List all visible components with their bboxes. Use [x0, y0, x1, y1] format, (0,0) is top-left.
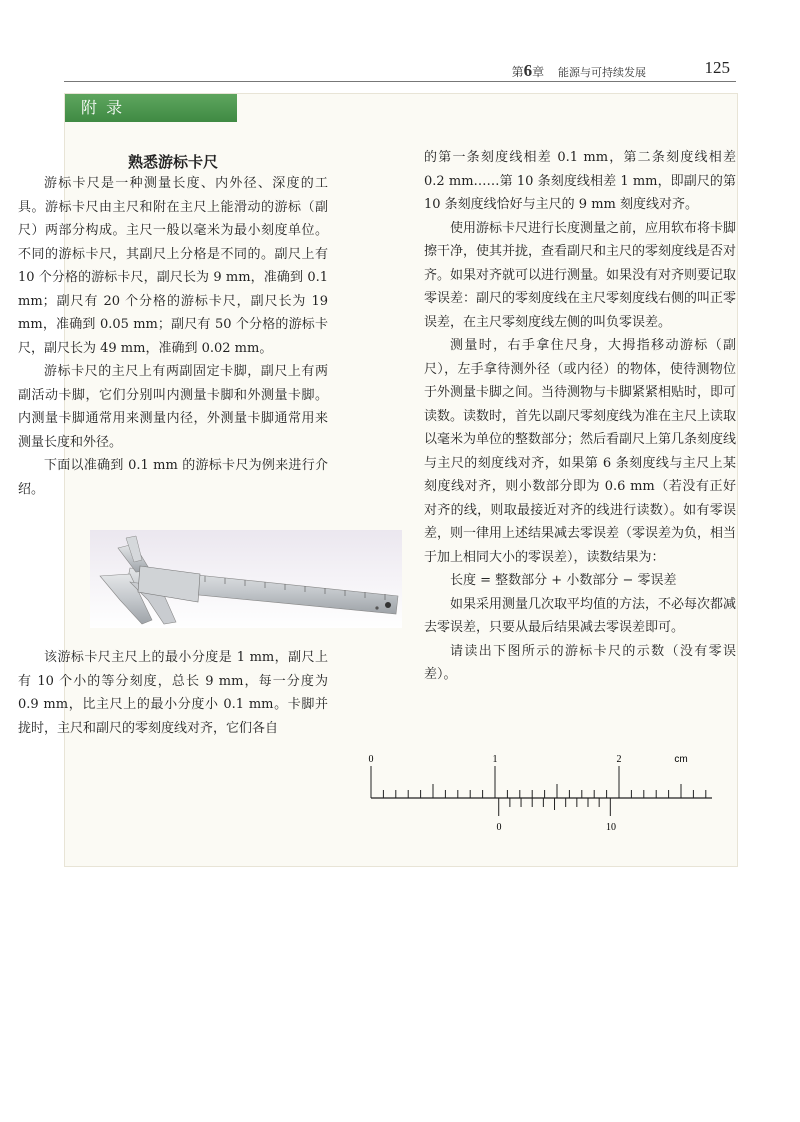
vernier-scale-diagram — [360, 748, 720, 838]
paragraph: 下面以准确到 0.1 mm 的游标卡尺为例来进行介绍。 — [18, 458, 328, 497]
header-rule — [64, 81, 736, 82]
paragraph: 测量时，右手拿住尺身，大拇指移动游标（副尺），左手拿待测外径（或内径）的物体，使待测物位于外测量卡脚之间。当待测物与卡脚紧紧相贴时，即可读数。读数时，首先以副尺零刻度线为准在主尺上读取以毫米为单位的整数部分；然后看副尺上第几条刻度线与主尺的刻度线对齐，如果第 6 条刻度线与主尺上某刻度线对齐，则小数部分即为 0.6 mm（若没有正好对齐的线，则取最接近对齐的线进行读数）。如有零误差，则一律用上述结果减去零误差（零误差为负，相当于加上相同大小的零误差），读数结果为： — [424, 338, 737, 565]
main-scale — [371, 766, 712, 798]
vernier-label-0: 0 — [496, 822, 502, 833]
right-column — [424, 146, 736, 687]
paragraph: 如果采用测量几次取平均值的方法，不必每次都减去零误差，只要从最后结果减去零误差即可。 — [424, 596, 737, 635]
paragraph-continued: 的第一条刻度线相差 0.1 mm，第二条刻度线相差 0.2 mm……第 10 条刻度线相差 1 mm，即副尺的第 10 条刻度线恰好与主尺的 9 mm 刻度线对齐。 — [424, 150, 736, 212]
chapter-suffix: 章 — [532, 65, 545, 79]
paragraph: 请读出下图所示的游标卡尺的示数（没有零误差）。 — [424, 643, 736, 682]
vernier-label-10: 10 — [606, 822, 616, 833]
chapter-prefix: 第 — [511, 65, 524, 79]
main-label-0: 0 — [368, 754, 374, 765]
chapter-number: 6 — [523, 61, 533, 80]
vernier-caliper-photo — [90, 530, 402, 628]
article-title: 熟悉游标卡尺 — [127, 153, 218, 171]
paragraph: 游标卡尺的主尺上有两副固定卡脚，副尺上有两副活动卡脚，它们分别叫内测量卡脚和外测量卡脚。内测量卡脚通常用来测量内径，外测量卡脚通常用来测量长度和外径。 — [18, 364, 328, 450]
paragraph: 游标卡尺是一种测量长度、内外径、深度的工具。游标卡尺由主尺和附在主尺上能滑动的游标（副尺）两部分构成。主尺一般以毫米为最小刻度单位。不同的游标卡尺，其副尺上分格是不同的。副尺上有 10 个分格的游标卡尺，副尺长为 9 mm，准确到 0.1 mm；副尺有 20 个分格的游标卡尺，副尺长为 19 mm，准确到 0.05 mm；副尺有 50 个分格的游标卡尺，副尺长为 49 mm，准确到 0.02 mm。 — [18, 176, 328, 356]
formula: 长度 = 整数部分 + 小数部分 − 零误差 — [450, 573, 677, 588]
main-label-1: 1 — [492, 754, 498, 765]
paragraph: 该游标卡尺主尺上的最小分度是 1 mm，副尺上有 10 个小的等分刻度，总长 9 mm，每一分度为 0.9 mm，比主尺上的最小分度小 0.1 mm。卡脚并拢时，主尺和副尺的零刻度线对齐，它们各自 — [18, 650, 328, 736]
vernier-scale — [499, 798, 611, 816]
left-column — [18, 172, 328, 501]
chapter-title: 能源与可持续发展 — [558, 66, 646, 79]
appendix-tag: 附 录 — [65, 94, 237, 122]
page-header — [64, 58, 736, 80]
paragraph: 使用游标卡尺进行长度测量之前，应用软布将卡脚擦干净，使其并拢，查看副尺和主尺的零刻度线是否对齐。如果对齐就可以进行测量。如果没有对齐则要记取零误差：副尺的零刻度线在主尺零刻度线右侧的叫正零误差，在主尺零刻度线左侧的叫负零误差。 — [424, 220, 737, 330]
main-label-2: 2 — [616, 754, 622, 765]
unit-label: cm — [674, 754, 688, 765]
page-number: 125 — [704, 58, 730, 77]
left-column-after-image — [18, 646, 328, 740]
chapter-label — [512, 61, 646, 81]
